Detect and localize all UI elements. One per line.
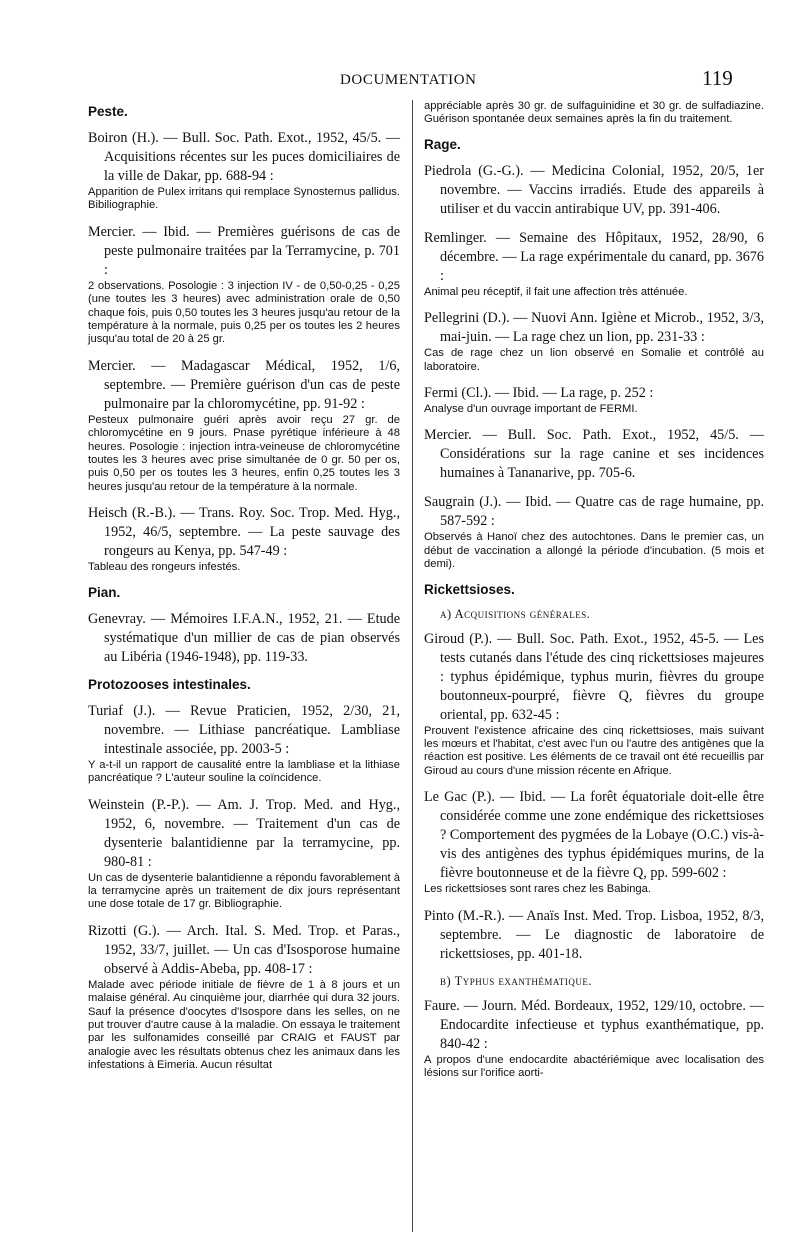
entry-citation: Heisch (R.-B.). — Trans. Roy. Soc. Trop. Med. Hyg., 1952, 46/5, septembre. — La peste sauvage des rongeurs au Kenya, pp. 547-49 : bbox=[88, 505, 400, 560]
entry-note: Prouvent l'existence africaine des cinq rickettsioses, mais suivant les mœurs et l'habitat, c'est avec l'un ou l'autre des antigènes que la réaction est positive. Les éléments de ce travail ont été recueillis par Giroud au cours d'une mission récente en Afrique. bbox=[424, 724, 764, 777]
bibliography-entry bbox=[424, 100, 764, 127]
running-title: DOCUMENTATION bbox=[340, 72, 477, 88]
entry-citation: Pellegrini (D.). — Nuovi Ann. Igiène et Microb., 1952, 3/3, mai-juin. — La rage chez un lion, pp. 231-33 : bbox=[424, 310, 764, 346]
sub-heading: b) Typhus exanthématique. bbox=[440, 973, 592, 988]
bibliography-entry bbox=[424, 426, 764, 483]
entry-citation: Mercier. — Ibid. — Premières guérisons de cas de peste pulmonaire traitées par la Terramycine, p. 701 : bbox=[88, 223, 400, 278]
section-heading: Protozooses intestinales. bbox=[88, 676, 251, 692]
section-heading: Peste. bbox=[88, 104, 128, 119]
entry-citation: Saugrain (J.). — Ibid. — Quatre cas de rage humaine, pp. 587-592 : bbox=[424, 494, 764, 530]
bibliography-entry bbox=[424, 229, 764, 299]
bibliography-entry bbox=[88, 922, 400, 1073]
entry-note: Un cas de dysenterie balantidienne a répondu favorablement à la terramycine après un traitement de dix jours représentant une dose totale de 17 gr. Bibliographie. bbox=[88, 871, 400, 911]
entry-citation: Faure. — Journ. Méd. Bordeaux, 1952, 129/10, octobre. — Endocardite infectieuse et typhus exanthématique, pp. 840-42 : bbox=[424, 997, 764, 1052]
bibliography-entry bbox=[88, 702, 400, 786]
bibliography-entry bbox=[424, 493, 764, 571]
bibliography-entry bbox=[424, 162, 764, 219]
right-column bbox=[424, 100, 764, 1091]
bibliography-entry bbox=[424, 630, 764, 779]
entry-note: Tableau des rongeurs infestés. bbox=[88, 561, 241, 574]
entry-note: Les rickettsioses sont rares chez les Babinga. bbox=[424, 883, 651, 896]
entry-citation: Boiron (H.). — Bull. Soc. Path. Exot., 1952, 45/5. — Acquisitions récentes sur les puces domiciliaires de la ville de Dakar, pp. 688-94 : bbox=[88, 130, 400, 184]
section-heading: Rickettsioses. bbox=[424, 581, 515, 597]
entry-citation: Mercier. — Bull. Soc. Path. Exot., 1952, 45/5. — Considérations sur la rage canine et ses incidences humaines à Tananarive, pp. 705-6. bbox=[424, 427, 764, 482]
entry-citation: Remlinger. — Semaine des Hôpitaux, 1952, 28/90, 6 décembre. — La rage expérimentale du canard, pp. 3676 : bbox=[424, 229, 764, 284]
bibliography-entry bbox=[88, 129, 400, 213]
bibliography-entry bbox=[424, 788, 764, 896]
entry-citation: Weinstein (P.-P.). — Am. J. Trop. Med. and Hyg., 1952, 6, novembre. — Traitement d'un cas de dysenterie balantidienne par la terramycine, pp. 980-81 : bbox=[88, 796, 400, 870]
bibliography-entry bbox=[88, 357, 400, 494]
bibliography-entry bbox=[424, 997, 764, 1081]
page-header bbox=[0, 66, 800, 96]
entry-note: appréciable après 30 gr. de sulfaguinidine et 30 gr. de sulfadiazine. Guérison spontanée deux semaines après la fin du traitement. bbox=[424, 100, 764, 126]
bibliography-entry bbox=[88, 796, 400, 912]
entry-citation: Mercier. — Madagascar Médical, 1952, 1/6, septembre. — Première guérison d'un cas de peste pulmonaire par la chloromycétine, pp. 91-92 : bbox=[88, 357, 400, 412]
entry-note: Pesteux pulmonaire guéri après avoir reçu 27 gr. de chloromycétine en 9 jours. Pnase pyrétique inférieure à 48 heures. Posologie : injection intra-veineuse de chloromycétine toutes les 3 heures avec prise simultanée de 0 gr. 50 per os, puis 0,50 per os toutes les 3 heures, enfin 0,25 toutes les 3 heures jusqu'au retour de la température à la normale. bbox=[88, 413, 400, 493]
entry-note: A propos d'une endocardite abactériémique avec localisation des lésions sur l'orifice aorti- bbox=[424, 1053, 764, 1080]
page-number: 119 bbox=[702, 66, 733, 90]
left-column bbox=[88, 100, 400, 1083]
bibliography-entry bbox=[424, 384, 764, 416]
entry-note: Analyse d'un ouvrage important de FERMI. bbox=[424, 403, 638, 416]
entry-note: Malade avec période initiale de fièvre de 1 à 8 jours et un malaise général. Au cinquième jour, diarrhée qui dura 32 jours. Sauf la présence d'oocytes d'Isospore dans les selles, on ne put trouver d'autre cause à la maladie. On essaya le traitement par les sulfonamides conseillé par CRAIG et FAUST par analogie avec les résultats obtenus chez les animaux dans les infestations à Eimeria. Aucun résultat bbox=[88, 978, 400, 1072]
section-heading: Pian. bbox=[88, 584, 121, 600]
bibliography-entry bbox=[424, 907, 764, 964]
section-heading: Rage. bbox=[424, 136, 461, 152]
entry-citation: Genevray. — Mémoires I.F.A.N., 1952, 21. — Etude systématique d'un millier de cas de pian observés au Libéria (1946-1948), pp. 119-33. bbox=[88, 610, 400, 665]
bibliography-entry bbox=[424, 309, 764, 374]
entry-note: Animal peu réceptif, il fait une affection très atténuée. bbox=[424, 285, 688, 298]
bibliography-entry bbox=[88, 223, 400, 347]
bibliography-entry bbox=[88, 610, 400, 667]
entry-citation: Fermi (Cl.). — Ibid. — La rage, p. 252 : bbox=[424, 385, 654, 402]
entry-note: Apparition de Pulex irritans qui remplace Synosternus pallidus. Bibiliographie. bbox=[88, 186, 400, 212]
entry-citation: Piedrola (G.-G.). — Medicina Colonial, 1952, 20/5, 1er novembre. — Vaccins irradiés. Etude des appareils à utiliser et du vaccin antirabique UV, pp. 391-406. bbox=[424, 162, 764, 217]
column-divider bbox=[412, 100, 413, 1232]
entry-note: Observés à Hanoï chez des autochtones. Dans le premier cas, un début de vaccination a allongé la période d'incubation. (5 mois et demi). bbox=[424, 531, 764, 571]
bibliography-entry bbox=[88, 504, 400, 574]
sub-heading: a) Acquisitions générales. bbox=[440, 606, 591, 621]
entry-citation: Turiaf (J.). — Revue Praticien, 1952, 2/30, 21, novembre. — Lithiase pancréatique. Lambliase intestinale associée, pp. 2003-5 : bbox=[88, 702, 400, 757]
entry-citation: Rizotti (G.). — Arch. Ital. S. Med. Trop. et Paras., 1952, 33/7, juillet. — Un cas d'Isosporose humaine observé à Addis-Abeba, pp. 408-17 : bbox=[88, 922, 400, 977]
entry-citation: Le Gac (P.). — Ibid. — La forêt équatoriale doit-elle être considérée comme une zone endémique des rickettsioses ? Comportement des pygmées de la Lobaye (O.C.) vis-à-vis des antigènes des typhus épidémiques murins, de la fièvre boutonneuse et de la fièvre Q, pp. 599-602 : bbox=[424, 789, 764, 882]
entry-note: 2 observations. Posologie : 3 injection IV - de 0,50-0,25 - 0,25 (une toutes les 3 heures) avec administration orale de 0,50 chaque fois, puis 0,50 toutes les 3 heures jusqu'au retour de la température à la normale, puis 0,25 per os toutes les 2 heures jusqu'au total de 20 à 25 gr. bbox=[88, 279, 400, 346]
entry-citation: Pinto (M.-R.). — Anaïs Inst. Med. Trop. Lisboa, 1952, 8/3, septembre. — Le diagnostic de laboratoire de rickettsioses, pp. 401-18. bbox=[424, 907, 764, 962]
entry-citation: Giroud (P.). — Bull. Soc. Path. Exot., 1952, 45-5. — Les tests cutanés dans l'étude des cinq rickettsioses majeures : typhus épidémique, typhus murin, fièvres du groupe boutonneux-pourpré, fièvre Q, fièvres du groupe oriental, pp. 632-45 : bbox=[424, 630, 764, 723]
entry-note: Cas de rage chez un lion observé en Somalie et contrôlé au laboratoire. bbox=[424, 347, 764, 373]
entry-note: Y a-t-il un rapport de causalité entre la lambliase et la lithiase pancréatique ? L'auteur souline la coïncidence. bbox=[88, 758, 400, 785]
